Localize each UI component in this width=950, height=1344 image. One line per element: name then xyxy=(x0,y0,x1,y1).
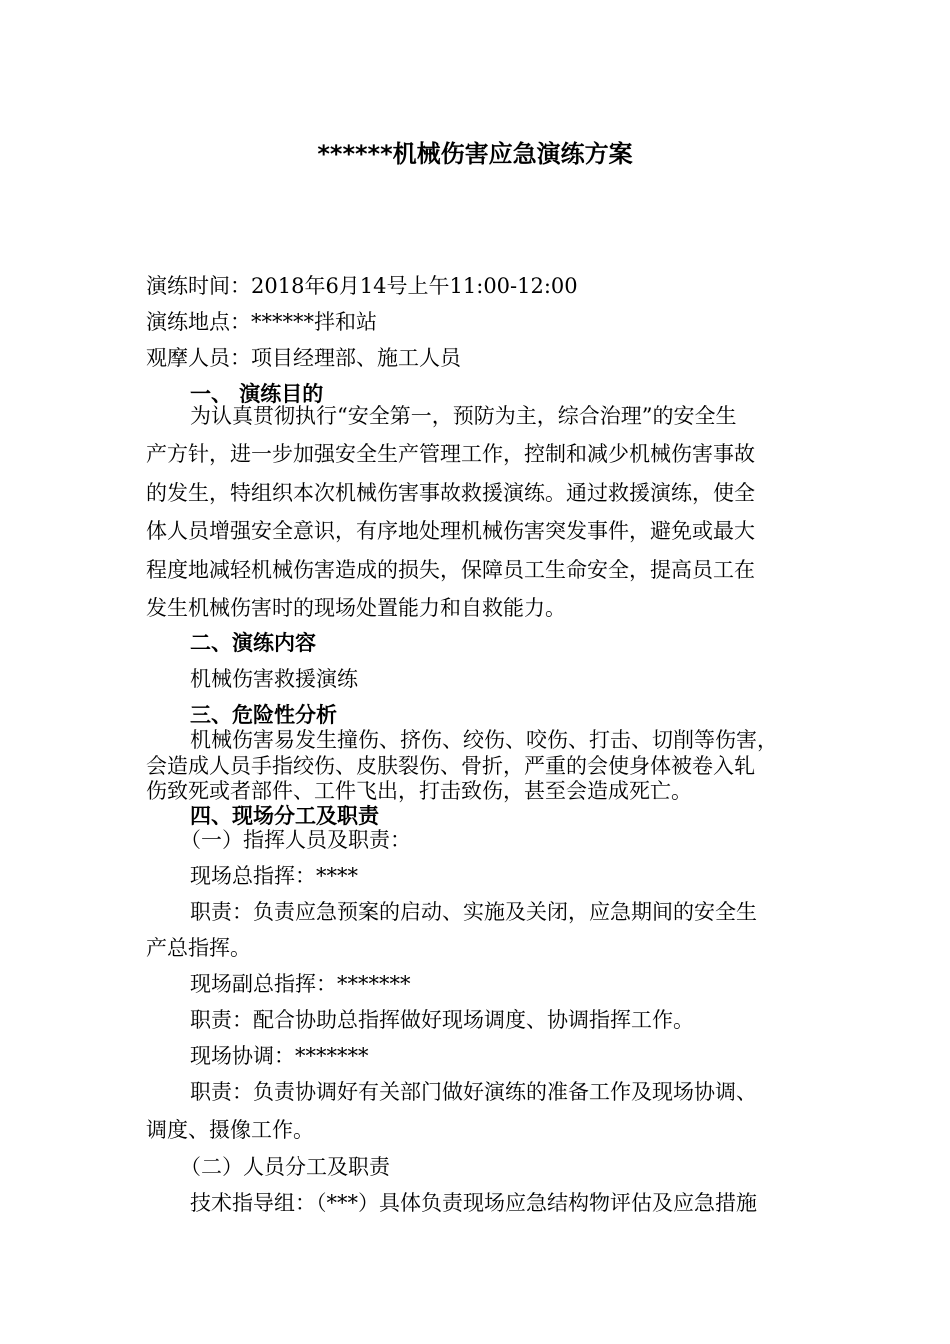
coordinator-duty-line: 职责：负责协调好有关部门做好演练的准备工作及现场协调、 xyxy=(190,1080,757,1104)
section-3-heading: 三、危险性分析 xyxy=(190,703,337,727)
tech-group-line: 技术指导组：（***）具体负责现场应急结构物评估及应急措施 xyxy=(190,1191,757,1215)
section-1-heading: 一、 演练目的 xyxy=(190,382,324,406)
section-3-paragraph-line: 机械伤害易发生撞伤、挤伤、绞伤、咬伤、打击、切削等伤害， xyxy=(190,728,778,752)
drill-observers: 观摩人员：项目经理部、施工人员 xyxy=(146,346,461,370)
subsection-commanders: （一）指挥人员及职责： xyxy=(180,828,411,852)
commander-duty-line: 职责：负责应急预案的启动、实施及关闭，应急期间的安全生 xyxy=(190,900,757,924)
section-3-paragraph-line: 会造成人员手指绞伤、皮肤裂伤、骨折，严重的会使身体被卷入轧 xyxy=(146,754,755,778)
commander-line: 现场总指挥：**** xyxy=(190,864,358,888)
commander-duty-line: 产总指挥。 xyxy=(146,936,251,960)
coordinator-line: 现场协调：******* xyxy=(190,1044,369,1068)
deputy-commander-line: 现场副总指挥：******* xyxy=(190,972,411,996)
drill-time: 演练时间：2018年6月14号上午11:00-12:00 xyxy=(146,274,578,298)
section-1-paragraph-line: 体人员增强安全意识，有序地处理机械伤害突发事件，避免或最大 xyxy=(146,519,755,543)
document-title: ******机械伤害应急演练方案 xyxy=(317,140,633,168)
section-1-paragraph-line: 产方针，进一步加强安全生产管理工作，控制和减少机械伤害事故 xyxy=(146,442,755,466)
drill-location: 演练地点：******拌和站 xyxy=(146,310,377,334)
section-2-heading: 二、演练内容 xyxy=(190,631,316,655)
section-3-paragraph-line: 伤致死或者部件、工件飞出，打击致伤，甚至会造成死亡。 xyxy=(146,779,692,803)
subsection-staff: （二）人员分工及职责 xyxy=(180,1155,390,1179)
section-1-paragraph-line: 发生机械伤害时的现场处置能力和自救能力。 xyxy=(146,596,566,620)
section-1-paragraph-line: 程度地减轻机械伤害造成的损失，保障员工生命安全，提高员工在 xyxy=(146,558,755,582)
coordinator-duty-line: 调度、摄像工作。 xyxy=(146,1118,314,1142)
section-1-paragraph-line: 的发生，特组织本次机械伤害事故救援演练。通过救援演练，使全 xyxy=(146,481,755,505)
deputy-duty-line: 职责：配合协助总指挥做好现场调度、协调指挥工作。 xyxy=(190,1008,694,1032)
section-4-heading: 四、现场分工及职责 xyxy=(190,804,379,828)
section-1-paragraph-line: 为认真贯彻执行“安全第一，预防为主，综合治理”的安全生 xyxy=(190,404,737,428)
section-2-text: 机械伤害救援演练 xyxy=(190,667,358,691)
